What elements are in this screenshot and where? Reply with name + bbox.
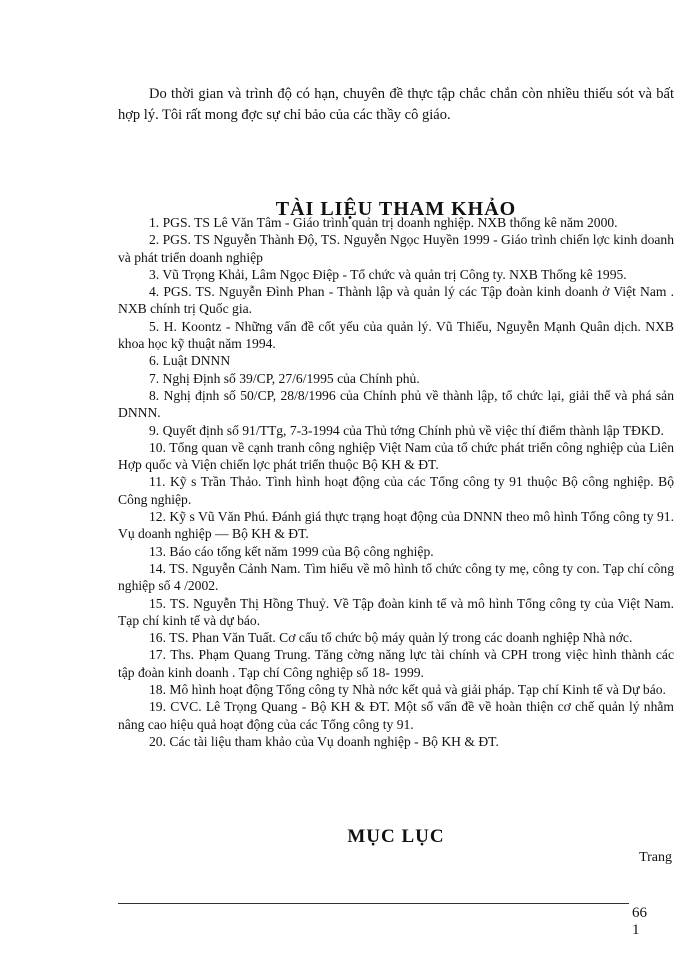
reference-item: 10. Tổng quan về cạnh tranh công nghiệp Việt Nam của tổ chức phát triển công nghiệp của Liên Hợp quốc và Viện chiến lợc phát triển thuộc Bộ KH & ĐT. (118, 439, 674, 473)
reference-item: 16. TS. Phan Văn Tuất. Cơ cấu tổ chức bộ máy quản lý trong các doanh nghiệp Nhà nớc. (149, 630, 633, 646)
reference-item: 14. TS. Nguyễn Cảnh Nam. Tìm hiểu về mô hình tổ chức công ty mẹ, công ty con. Tạp chí công nghiệp số 4 /2002. (118, 560, 674, 594)
reference-item: 8. Nghị định số 50/CP, 28/8/1996 của Chính phủ về thành lập, tổ chức lại, giải thể và phá sản DNNN. (118, 387, 674, 421)
reference-item: 11. Kỹ s Trần Thảo. Tình hình hoạt động của các Tổng công ty 91 thuộc Bộ công nghiệp. Bộ Công nghiệp. (118, 474, 674, 507)
references-title: TÀI LIỆU THAM KHẢO (275, 198, 517, 220)
toc-page-label: Trang (639, 850, 672, 865)
footer-divider (118, 903, 629, 904)
reference-item: 3. Vũ Trọng Khải, Lâm Ngọc Điệp - Tổ chức và quản trị Công ty. NXB Thống kê 1995. (149, 266, 627, 282)
page-number-suffix: 1 (632, 922, 640, 938)
reference-item: 18. Mô hình hoạt động Tổng công ty Nhà nớc kết quả và giải pháp. Tạp chí Kinh tế và Dự báo. (149, 682, 666, 698)
reference-item: 15. TS. Nguyễn Thị Hồng Thuỷ. Về Tập đoàn kinh tế và mô hình Tổng công ty của Việt Nam. Tạp chí kinh tế và dự báo. (118, 595, 674, 628)
reference-item: 5. H. Koontz - Những vấn đề cốt yếu của quản lý. Vũ Thiếu, Nguyễn Mạnh Quân dịch. NXB khoa học kỹ thuật năm 1994. (118, 318, 674, 352)
reference-item: 12. Kỹ s Vũ Văn Phú. Đánh giá thực trạng hoạt động của DNNN theo mô hình Tổng công ty 91. Vụ doanh nghiệp — Bộ KH & ĐT. (118, 509, 674, 542)
page-number-main: 66 (632, 905, 647, 921)
reference-item: 1. PGS. TS Lê Văn Tâm - Giáo trình quản trị doanh nghiệp. NXB thống kê năm 2000. (149, 215, 618, 230)
reference-item: 4. PGS. TS. Nguyễn Đình Phan - Thành lập và quản lý các Tập đoàn kinh doanh ở Việt Nam . NXB chính trị Quốc gia. (118, 284, 674, 317)
reference-item: 13. Báo cáo tổng kết năm 1999 của Bộ công nghiệp. (149, 543, 434, 559)
reference-item: 9. Quyết định số 91/TTg, 7-3-1994 của Thủ tớng Chính phủ về việc thí điểm thành lập TĐKD. (149, 422, 664, 438)
reference-item: 7. Nghị Định số 39/CP, 27/6/1995 của Chính phủ. (149, 370, 420, 386)
reference-item: 19. CVC. Lê Trọng Quang - Bộ KH & ĐT. Một số vấn đề về hoàn thiện cơ chế quản lý nhằm nâng cao hiệu quả hoạt động của các Tổng công ty 91. (118, 699, 674, 732)
reference-item: 17. Ths. Phạm Quang Trung. Tăng cờng năng lực tài chính và CPH trong việc hình thành các tập đoàn kinh doanh . Tạp chí Công nghiệp số 18- 1999. (118, 647, 674, 680)
intro-paragraph: Do thời gian và trình độ có hạn, chuyên đề thực tập chắc chắn còn nhiều thiếu sót và bất hợp lý. Tôi rất mong đợc sự chỉ bảo của các thầy cô giáo. (118, 86, 674, 123)
reference-item: 20. Các tài liệu tham khảo của Vụ doanh nghiệp - Bộ KH & ĐT. (149, 733, 499, 749)
toc-title: MỤC LỤC (347, 826, 445, 847)
reference-item: 6. Luật DNNN (149, 353, 231, 369)
references-list (118, 214, 674, 750)
page-number (632, 905, 647, 939)
reference-item: 2. PGS. TS Nguyễn Thành Độ, TS. Nguyễn Ngọc Huyền 1999 - Giáo trình chiến lợc kinh doanh và phát triển doanh nghiệp (118, 232, 674, 265)
